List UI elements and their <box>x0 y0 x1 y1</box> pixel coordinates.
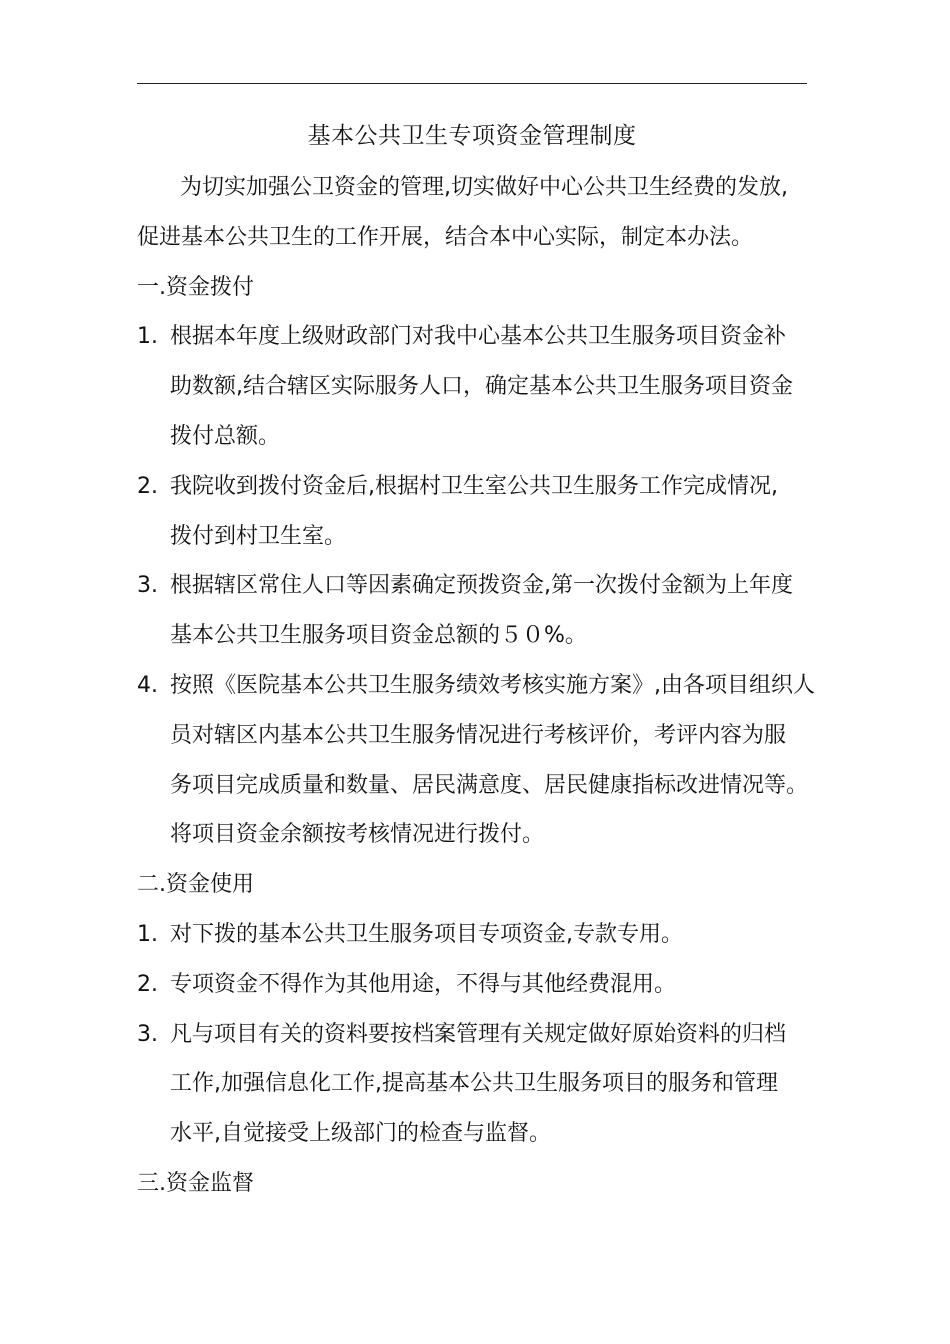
document-title: 基本公共卫生专项资金管理制度 <box>307 123 637 149</box>
intro-line: 为切实加强公卫资金的管理,切实做好中心公共卫生经费的发放, <box>180 175 788 200</box>
list-item-number: 2. <box>137 971 158 997</box>
list-item-text: 拨付到村卫生室。 <box>170 523 347 549</box>
list-item-text: 基本公共卫生服务项目资金总额的５０%。 <box>170 623 587 649</box>
list-item-number: 1. <box>137 324 158 350</box>
list-item-text: 我院收到拨付资金后,根据村卫生室公共卫生服务工作完成情况, <box>170 473 778 499</box>
list-item-text: 专项资金不得作为其他用途，不得与其他经费混用。 <box>170 971 677 997</box>
list-item-text: 工作,加强信息化工作,提高基本公共卫生服务项目的服务和管理 <box>170 1071 778 1097</box>
header-rule <box>137 83 807 84</box>
list-item-number: 3. <box>137 573 158 599</box>
list-item-text: 水平,自觉接受上级部门的检查与监督。 <box>170 1121 551 1147</box>
section-heading: 三.资金监督 <box>137 1171 254 1196</box>
list-item-text: 拨付总额。 <box>170 424 281 449</box>
list-item-text: 根据辖区常住人口等因素确定预拨资金,第一次拨付金额为上年度 <box>170 573 793 599</box>
list-item-text: 员对辖区内基本公共卫生服务情况进行考核评价，考评内容为服 <box>170 722 787 748</box>
section-heading: 二.资金使用 <box>137 872 254 898</box>
list-item-text: 对下拨的基本公共卫生服务项目专项资金,专款专用。 <box>170 922 683 947</box>
section-heading: 一.资金拨付 <box>137 274 254 300</box>
list-item-text: 按照《医院基本公共卫生服务绩效考核实施方案》,由各项目组织人 <box>170 673 815 698</box>
intro-line: 促进基本公共卫生的工作开展，结合本中心实际，制定本办法。 <box>137 224 754 250</box>
list-item-number: 2. <box>137 473 158 499</box>
list-item-text: 将项目资金余额按考核情况进行拨付。 <box>170 822 545 848</box>
list-item-text: 凡与项目有关的资料要按档案管理有关规定做好原始资料的归档 <box>170 1021 787 1047</box>
list-item-text: 助数额,结合辖区实际服务人口，确定基本公共卫生服务项目资金 <box>170 374 793 400</box>
list-item-text: 根据本年度上级财政部门对我中心基本公共卫生服务项目资金补 <box>170 324 787 350</box>
list-item-number: 3. <box>137 1021 158 1047</box>
list-item-number: 4. <box>137 673 158 698</box>
list-item-number: 1. <box>137 922 158 947</box>
list-item-text: 务项目完成质量和数量、居民满意度、居民健康指标改进情况等。 <box>170 772 809 798</box>
